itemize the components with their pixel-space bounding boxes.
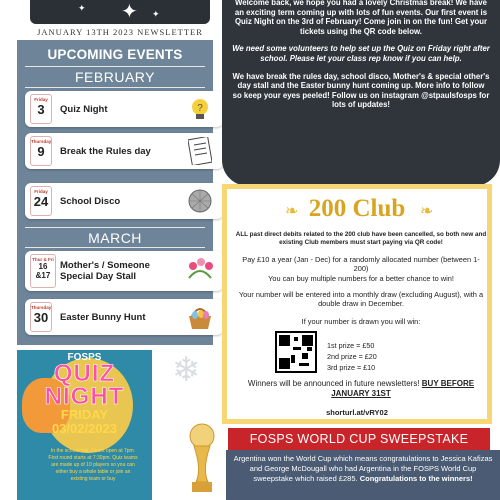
event-quiz-night[interactable] — [25, 91, 223, 127]
trophy-icon — [182, 420, 222, 500]
200-club-panel — [222, 184, 492, 424]
club-notice: ALL past direct debits related to the 200 club have been cancelled, so both new and existing Club members must start paying via QR code! — [235, 231, 487, 247]
flowers-icon — [185, 254, 215, 284]
event-date-number: 16 &17 — [35, 262, 51, 280]
event-date-number: 24 — [33, 194, 49, 209]
star-icon: ✦ — [78, 3, 86, 13]
easter-basket-icon — [185, 302, 215, 332]
prize-item: 3rd prize = £10 — [327, 363, 376, 372]
poster-title-line: QUIZ — [53, 360, 116, 387]
welcome-message — [222, 0, 500, 186]
svg-text:?: ? — [197, 103, 203, 114]
qr-code[interactable] — [275, 331, 317, 373]
month-february: FEBRUARY — [75, 69, 155, 85]
club-multiple: You can buy multiple numbers for a better chance to win! — [268, 274, 454, 283]
divider — [25, 66, 205, 67]
prize-list — [327, 340, 377, 373]
club-pay: Pay £10 a year (Jan - Dec) for a randomly allocated number (between 1-200) — [242, 255, 480, 273]
divider — [25, 87, 205, 88]
club-title: 200 Club — [308, 195, 406, 222]
event-date — [30, 136, 52, 166]
poster-date-value: 03/02/2023 — [51, 421, 118, 436]
event-day: Thursday — [31, 305, 52, 310]
event-day: Friday — [34, 189, 48, 194]
event-name: Mother's / Someone Special Day Stall — [60, 260, 150, 282]
event-date — [30, 302, 52, 332]
month-march: MARCH — [88, 230, 142, 246]
poster-title — [17, 362, 152, 408]
winners-text: Winners will be announced in future newsletters! — [247, 379, 420, 388]
lightbulb-icon — [185, 94, 215, 124]
event-break-the-rules[interactable] — [25, 133, 223, 169]
newsletter-date: JANUARY 13TH 2023 NEWSLETTER — [37, 27, 203, 37]
event-date — [30, 186, 52, 216]
club-url[interactable]: shorturl.at/vRY02 — [326, 408, 388, 417]
event-date — [30, 254, 56, 288]
events-paragraph: We have break the rules day, school disco, Mother's & special other's day stall and the Easter bunny hunt coming up. More info to follow so keep your eyes peeled! Follow us on instagram @stpaulsfosps for lots of updates! — [232, 71, 490, 110]
poster-day: FRIDAY — [60, 407, 109, 422]
club-if-drawn: If your number is drawn you will win: — [301, 317, 421, 326]
snowflake-icon: ❄ — [172, 351, 201, 389]
event-date-number: 30 — [33, 310, 49, 325]
star-icon: ✦ — [121, 1, 138, 23]
poster-title-line: NIGHT — [44, 383, 125, 410]
event-day: Thur & Fri — [32, 257, 54, 262]
prize-item: 2nd prize = £20 — [327, 352, 377, 361]
deadline-text: BUY BEFORE JANUARY 31ST — [331, 379, 475, 398]
event-school-disco[interactable] — [25, 183, 223, 219]
welcome-paragraph: Welcome back, we hope you had a lovely Christmas break! We have an exciting term coming up with lots of fun events. Our first event is Quiz Night on the 3rd of February! Come join in on the fun! Get your tickets using the QR code below. — [234, 0, 488, 36]
event-name: Break the Rules day — [60, 145, 151, 157]
world-cup-text: Argentina won the World Cup which means congratulations to Jessica Kafizas and George McDougall who had Argentina in the FOSPS World Cup sweepstake which raised £285. — [233, 454, 493, 483]
event-day: Friday — [34, 97, 48, 102]
divider — [25, 247, 205, 248]
world-cup-title: FOSPS WORLD CUP SWEEPSTAKE — [228, 428, 490, 450]
club-winners — [235, 379, 487, 399]
leaf-icon: ❧ — [420, 203, 434, 220]
leaf-icon: ❧ — [285, 203, 299, 220]
event-date-number: 3 — [37, 102, 45, 117]
event-easter-bunny-hunt[interactable] — [25, 299, 223, 335]
divider — [25, 227, 205, 228]
poster-info: In the school hall. Doors open at 7pm. First round starts at 7:30pm. Quiz teams are made up of 10 players so you can either buy a whole table or join an existing team or buy — [48, 448, 138, 482]
club-draw: Your number will be entered into a monthly draw (excluding August), with a double draw in December. — [238, 290, 484, 308]
events-title: UPCOMING EVENTS — [47, 47, 183, 62]
disco-ball-icon — [185, 186, 215, 216]
event-name: Quiz Night — [60, 103, 108, 115]
event-name: Easter Bunny Hunt — [60, 311, 146, 323]
rules-list-icon — [185, 136, 215, 166]
quiz-night-poster — [17, 350, 152, 500]
prize-item: 1st prize = £50 — [327, 341, 375, 350]
poster-date — [17, 408, 152, 436]
event-day: Thursday — [31, 139, 52, 144]
world-cup-congrats: Congratulations to the winners! — [359, 474, 473, 483]
star-icon: ✦ — [152, 9, 160, 19]
volunteer-paragraph: We need some volunteers to help set up the Quiz on Friday right after school. Please let your class rep know if you can help. — [232, 44, 490, 63]
event-date — [30, 94, 52, 124]
upcoming-events-panel — [17, 40, 213, 345]
poster-org: FOSPS — [67, 352, 102, 363]
world-cup-body — [226, 450, 500, 500]
event-mothers-day-stall[interactable] — [25, 251, 223, 291]
header-banner — [30, 0, 210, 24]
event-name: School Disco — [60, 195, 121, 207]
event-date-number: 9 — [37, 144, 45, 159]
